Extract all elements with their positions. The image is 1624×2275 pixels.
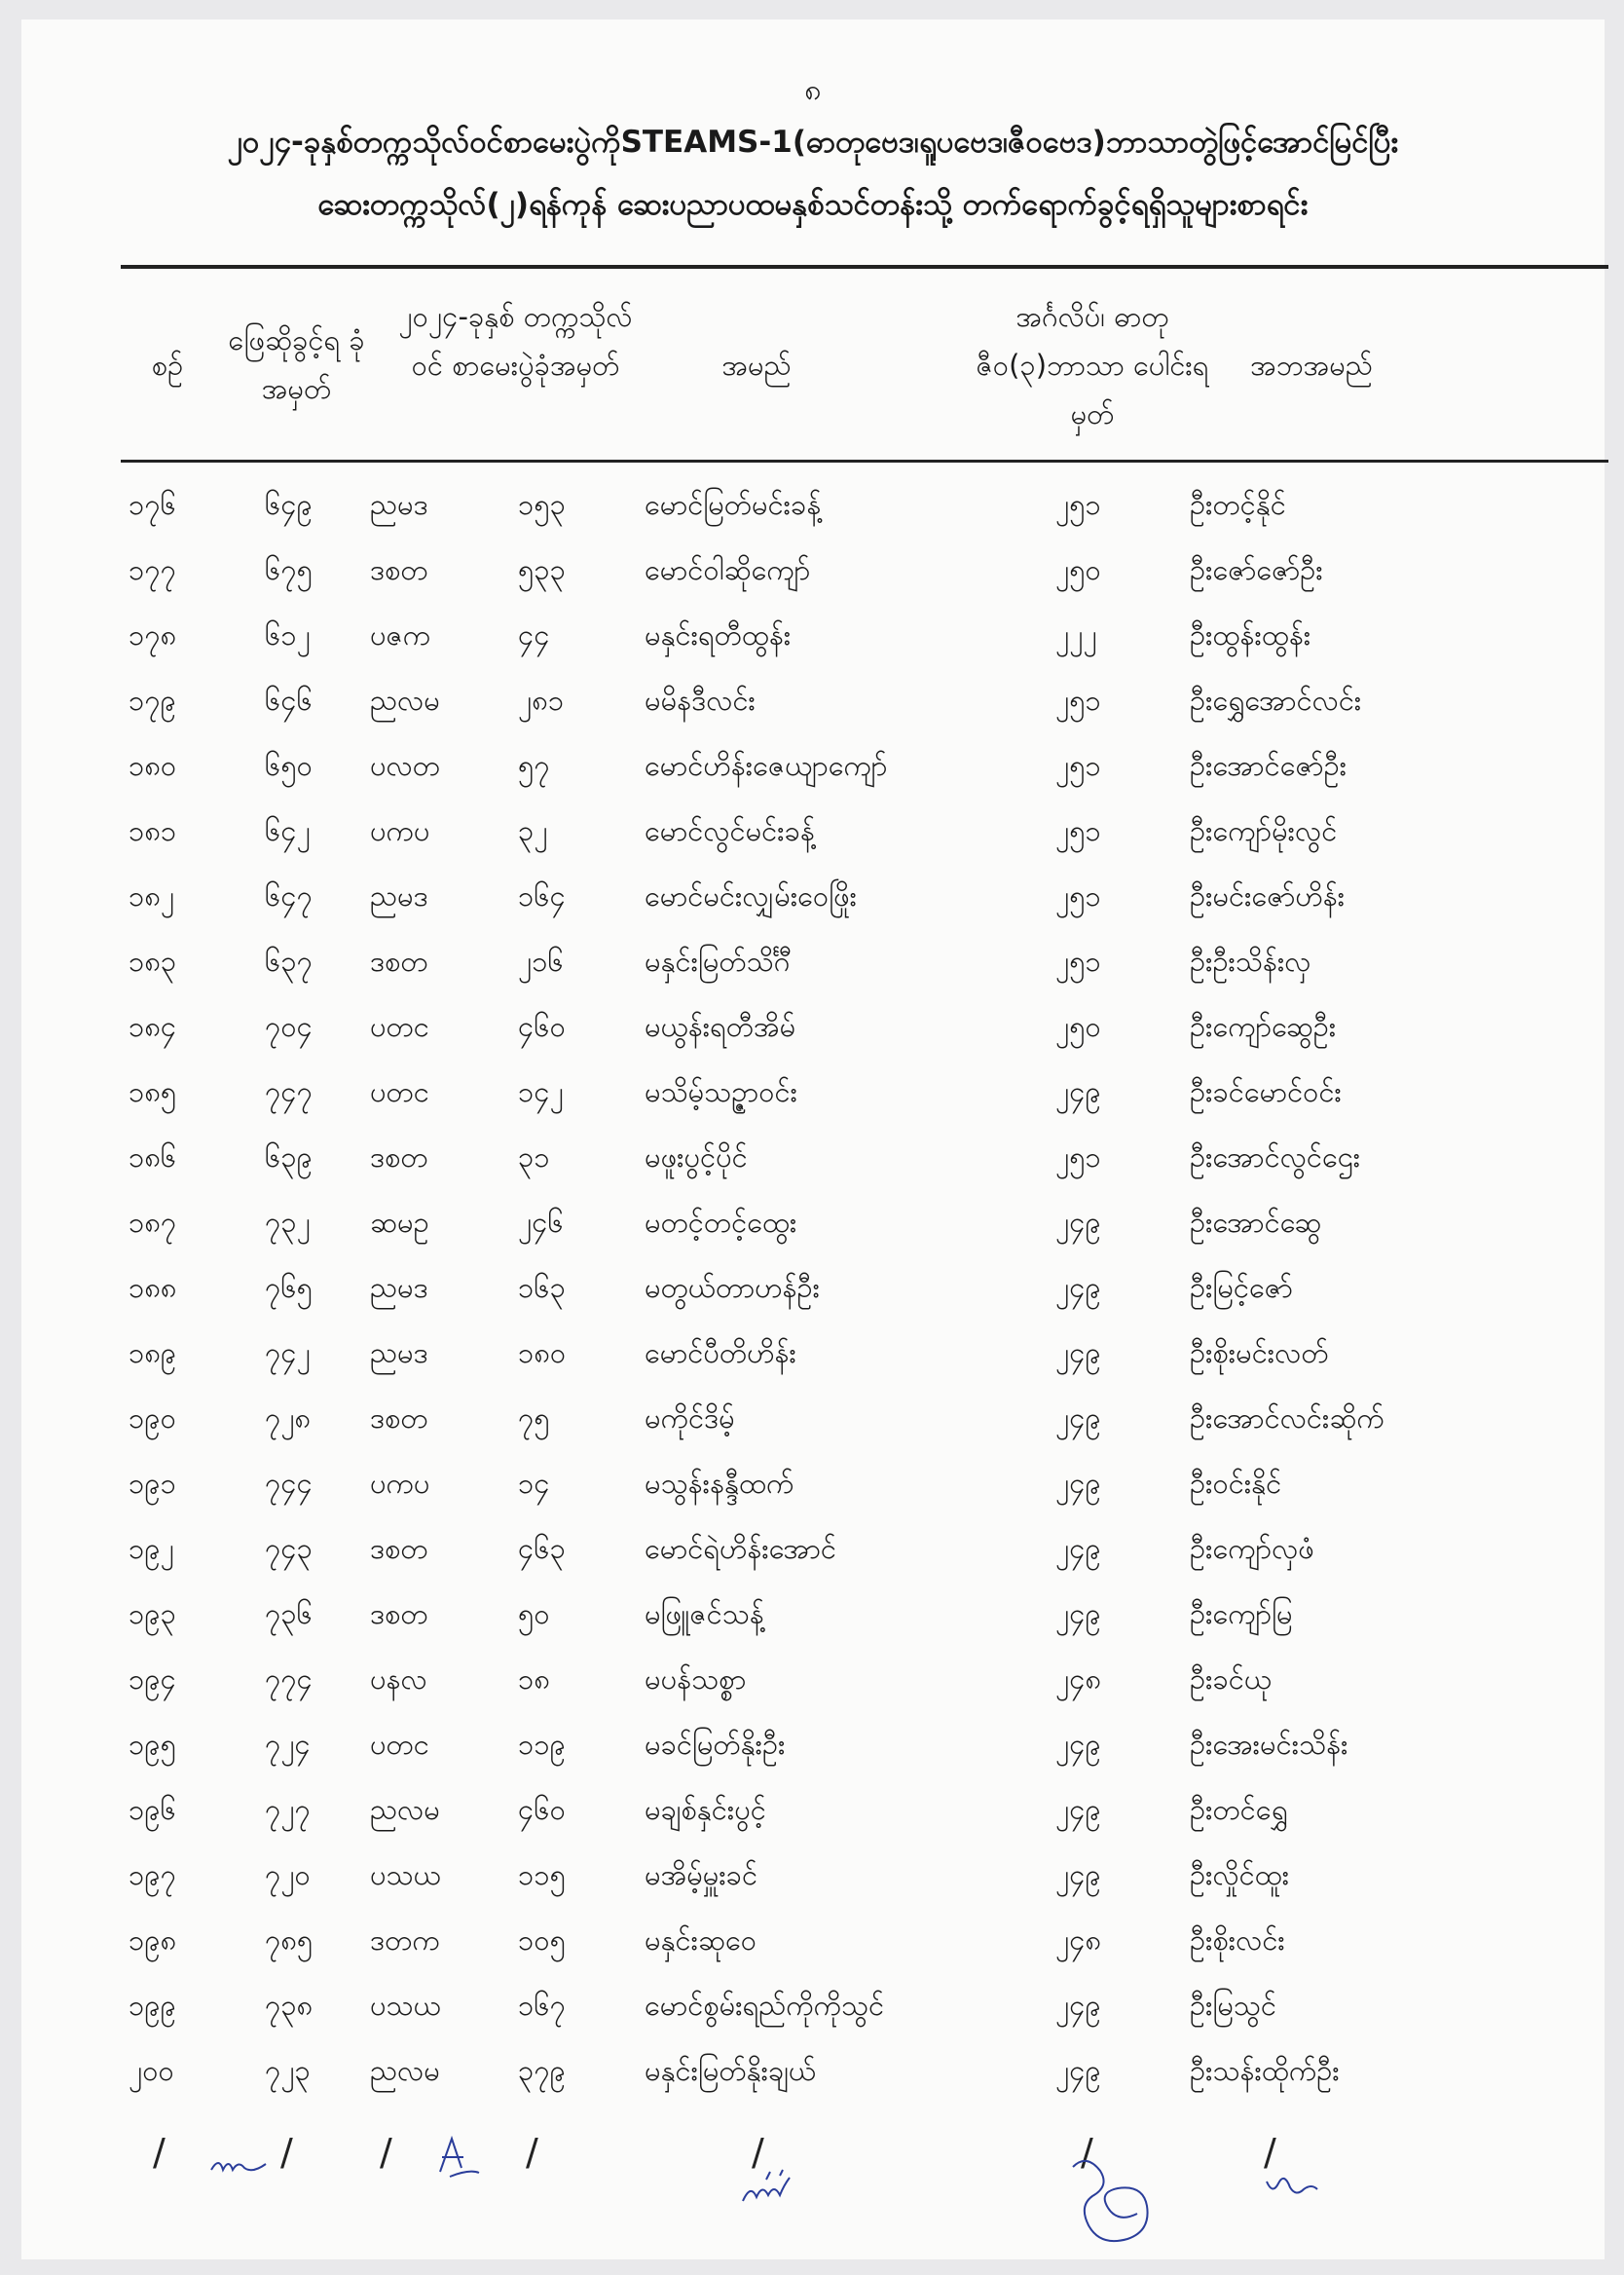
document-title-line-1: ၂၀၂၄-ခုနှစ်တက္ကသိုလ်ဝင်စာမေးပွဲကိုSTEAMS-1(ဓာတုဗေဒ၊ရူပဗေဒ၊ဇီဝဗေဒ)ဘာသာတွဲဖြင့်အောင်မြင်ပြီး [227,125,1399,160]
table-row [21,1389,1605,1454]
cell-total-marks: ၂၅၁ [1055,879,1101,913]
cell-matric-number: ၂၄၆ [518,1206,564,1239]
cell-father-name: ဦးအောင်လင်းဆိုက် [1190,1401,1384,1435]
cell-matric-number: ၁၄ [518,1467,550,1500]
cell-matric-number: ၂၁၆ [518,945,564,978]
cell-serial: ၁၈၂ [129,879,175,913]
cell-father-name: ဦးတင်ရွှေ [1190,1793,1288,1826]
cell-serial: ၁၉၄ [129,1662,176,1696]
cell-total-marks: ၂၄၈ [1055,1662,1102,1696]
cell-name: မတွယ်တာဟန်ဦး [645,1271,820,1304]
cell-exam-number: ၇၃၆ [265,1597,313,1630]
cell-matric-number: ၄၆၀ [518,1010,566,1043]
signature-mark [430,2128,489,2186]
cell-matric-number: ၃၁ [518,1140,550,1174]
table-row [21,736,1605,802]
cell-matric-number: ၃၂ [518,814,548,847]
cell-father-name: ဦးအောင်လွင်ဌေး [1190,1140,1361,1174]
cell-serial: ၁၇၉ [129,684,176,717]
cell-matric-number: ၃၇၉ [518,2054,566,2087]
cell-father-name: ဦးမြသွင် [1190,1989,1277,2022]
cell-exam-number: ၇၄၇ [265,1075,313,1108]
table-top-rule [121,265,1608,269]
cell-exam-number: ၇၄၃ [265,1532,313,1565]
cell-matric-number: ၄၄ [518,618,550,652]
cell-exam-number: ၇၃၈ [265,1989,314,2022]
table-row [21,1715,1605,1780]
table-row [21,932,1605,997]
footer-slash: / [153,2131,166,2174]
cell-matric-code: ပသယ [370,1858,441,1891]
cell-father-name: ဦးစိုးလင်း [1190,1923,1285,1957]
cell-matric-code: ဒစတ [370,945,428,978]
cell-father-name: ဦးဝင်းနိုင် [1190,1467,1282,1500]
cell-serial: ၁၉၁ [129,1467,176,1500]
table-row [21,1454,1605,1519]
table-row [21,1976,1605,2041]
table-row [21,475,1605,541]
cell-father-name: ဦးခင်ယု [1190,1662,1272,1696]
cell-exam-number: ၆၁၂ [265,618,311,652]
cell-exam-number: ၇၂၃ [265,2054,311,2087]
cell-matric-code: ပလတ [370,749,440,782]
table-row [21,1519,1605,1585]
table-row [21,606,1605,671]
cell-matric-code: ညမဒ [370,1336,428,1369]
header-matric-number: ၂၀၂၄-ခုနှစ် တက္ကသိုလ်ဝင် စာမေးပွဲခုံအမှတ် [398,300,633,382]
cell-total-marks: ၂၄၉ [1055,1989,1101,2022]
cell-matric-code: ပတင [370,1075,429,1108]
cell-serial: ၁၉၈ [129,1923,177,1957]
cell-father-name: ဦးသန်းထိုက်ဦး [1190,2054,1340,2087]
cell-name: မတင့်တင့်ထွေး [645,1206,797,1239]
footer-slash: / [280,2131,293,2174]
signature-mark [1063,2147,1180,2255]
cell-matric-number: ၅၃၃ [518,553,566,586]
cell-matric-code: ဒစတ [370,1140,428,1174]
cell-serial: ၁၈၅ [129,1075,177,1108]
cell-total-marks: ၂၄၉ [1055,1467,1101,1500]
footer-slash: / [526,2131,538,2174]
table-row [21,1258,1605,1324]
footer-slash: / [380,2131,392,2174]
cell-exam-number: ၇၀၄ [265,1010,313,1043]
cell-matric-number: ၁၁၅ [518,1858,566,1891]
cell-matric-code: ပတင [370,1728,429,1761]
cell-serial: ၁၉၉ [129,1989,176,2022]
cell-matric-number: ၁၈၀ [518,1336,567,1369]
table-row [21,1585,1605,1650]
cell-name: မယွန်းရတီအိမ် [645,1010,796,1043]
table-row [21,867,1605,932]
cell-serial: ၁၈၈ [129,1271,177,1304]
cell-total-marks: ၂၄၉ [1055,1401,1101,1435]
cell-name: မနှင်းရတီထွန်း [645,618,792,652]
cell-matric-code: ပဇက [370,618,431,652]
cell-serial: ၁၈၄ [129,1010,177,1043]
cell-father-name: ဦးကျော်မြ [1190,1597,1293,1630]
cell-total-marks: ၂၄၉ [1055,1206,1101,1239]
header-father-name: အဘအမည် [1250,349,1373,382]
signature-mark [737,2162,805,2220]
table-body [21,475,1605,2107]
cell-total-marks: ၂၅၀ [1055,553,1101,586]
cell-name: မောင်မင်းလျှမ်းဝေဖြိုး [645,879,858,913]
cell-matric-number: ၁၁၉ [518,1728,566,1761]
cell-name: မသိမ့်သဥ္ဇာဝင်း [645,1075,797,1108]
table-row [21,1128,1605,1193]
signature-mark [1263,2172,1321,2201]
cell-serial: ၁၈၉ [129,1336,177,1369]
cell-total-marks: ၂၄၉ [1055,1858,1101,1891]
cell-exam-number: ၆၄၉ [265,488,313,521]
header-name: အမည် [721,349,792,382]
cell-total-marks: ၂၄၉ [1055,1793,1101,1826]
cell-matric-code: ပတင [370,1010,429,1043]
header-serial: စဉ် [151,349,184,382]
cell-exam-number: ၇၂၀ [265,1858,311,1891]
cell-matric-code: ညမဒ [370,879,428,913]
cell-father-name: ဦးစိုးမင်းလတ် [1190,1336,1329,1369]
cell-total-marks: ၂၄၉ [1055,1597,1101,1630]
cell-serial: ၁၇၇ [129,553,176,586]
cell-name: မောင်စွမ်းရည်ကိုကိုသွင် [645,1989,885,2022]
cell-matric-code: ဒစတ [370,1532,428,1565]
cell-exam-number: ၆၃၇ [265,945,313,978]
table-row [21,1063,1605,1128]
cell-total-marks: ၂၂၂ [1055,618,1097,652]
table-row [21,1193,1605,1258]
cell-serial: ၁၇၈ [129,618,177,652]
cell-exam-number: ၇၂၇ [265,1793,311,1826]
cell-total-marks: ၂၅၁ [1055,814,1101,847]
table-row [21,1650,1605,1715]
cell-exam-number: ၆၄၇ [265,879,313,913]
cell-father-name: ဦးကျော်လှဖံ [1190,1532,1314,1565]
cell-name: မောင်ပီတိဟိန်း [645,1336,796,1369]
table-row [21,1780,1605,1846]
cell-father-name: ဦးအေးမင်းသိန်း [1190,1728,1348,1761]
cell-name: မောင်ရဲဟိန်းအောင် [645,1532,836,1565]
cell-name: မောင်မြတ်မင်းခန့် [645,488,822,521]
cell-father-name: ဦးဦးသိန်းလှ [1190,945,1311,978]
cell-matric-number: ၁၆၇ [518,1989,566,2022]
cell-matric-code: ညမဒ [370,488,428,521]
table-row [21,1911,1605,1976]
cell-father-name: ဦးဇော်ဇော်ဦး [1190,553,1323,586]
footer-slash: / [752,2131,764,2174]
cell-matric-code: ဒစတ [370,1401,428,1435]
cell-serial: ၁၉၅ [129,1728,176,1761]
cell-serial: ၂၀၀ [129,2054,174,2087]
table-row [21,541,1605,606]
cell-father-name: ဦးအောင်ဆွေ [1190,1206,1322,1239]
cell-name: မနှင်းမြတ်သိင်္ဂီ [645,945,792,978]
cell-matric-number: ၁၄၂ [518,1075,564,1108]
cell-serial: ၁၉၆ [129,1793,176,1826]
cell-exam-number: ၆၄၆ [265,684,313,717]
cell-serial: ၁၉၃ [129,1597,176,1630]
header-total-marks: အင်္ဂလိပ်၊ ဓာတု ဇီဝ(၃)ဘာသာ ပေါင်းရမှတ် [976,300,1209,430]
cell-name: မဖူးပွင့်ပိုင် [645,1140,748,1174]
cell-matric-number: ၁၀၅ [518,1923,566,1957]
cell-matric-number: ၁၆၄ [518,879,566,913]
cell-matric-code: ဆမဥ [370,1206,429,1239]
table-row [21,1324,1605,1389]
cell-matric-number: ၅၀ [518,1597,550,1630]
cell-father-name: ဦးကျော်ဆွေဦး [1190,1010,1337,1043]
cell-name: မအိမ့်မှူးခင် [645,1858,758,1891]
cell-total-marks: ၂၅၁ [1055,488,1101,521]
cell-name: မချစ်နှင်းပွင့် [645,1793,766,1826]
cell-matric-code: ဒစတ [370,1597,428,1630]
table-row [21,671,1605,736]
cell-matric-number: ၁၈ [518,1662,550,1696]
cell-exam-number: ၇၂၄ [265,1728,311,1761]
document-title-line-2: ဆေးတက္ကသိုလ်(၂)ရန်ကုန် ဆေးပညာပထမနှစ်သင်တန်းသို့ တက်ရောက်ခွင့်ရရှိသူများစာရင်း [317,187,1309,222]
cell-father-name: ဦးခင်မောင်ဝင်း [1190,1075,1342,1108]
cell-exam-number: ၇၄၂ [265,1336,311,1369]
cell-serial: ၁၈၀ [129,749,177,782]
cell-name: မနှင်းဆုဝေ [645,1923,757,1957]
cell-exam-number: ၆၇၅ [265,553,313,586]
cell-serial: ၁၈၇ [129,1206,177,1239]
table-row [21,1846,1605,1911]
cell-serial: ၁၈၃ [129,945,177,978]
page-number: ၈ [804,73,822,107]
cell-matric-code: ညလမ [370,2054,440,2087]
cell-exam-number: ၇၃၂ [265,1206,311,1239]
header-exam-number: ဖြေဆိုခွင့်ရ ခုံအမှတ် [228,323,365,405]
cell-total-marks: ၂၄၉ [1055,2054,1101,2087]
document-page [21,19,1605,2259]
cell-name: မမိနဒီလင်း [645,684,756,717]
cell-exam-number: ၆၄၂ [265,814,311,847]
cell-matric-code: ပကပ [370,1467,430,1500]
cell-matric-number: ၂၈၁ [518,684,565,717]
cell-matric-number: ၄၆၃ [518,1532,566,1565]
cell-total-marks: ၂၄၉ [1055,1336,1101,1369]
cell-total-marks: ၂၄၉ [1055,1532,1101,1565]
cell-name: မောင်လွင်မင်းခန့် [645,814,815,847]
cell-serial: ၁၇၆ [129,488,176,521]
table-row [21,997,1605,1063]
cell-name: မဖြူဇင်သန့် [645,1597,764,1630]
cell-matric-code: ပကပ [370,814,430,847]
cell-father-name: ဦးအောင်ဇော်ဦး [1190,749,1347,782]
cell-matric-number: ၁၅၃ [518,488,566,521]
cell-father-name: ဦးကျော်မိုးလွင် [1190,814,1338,847]
cell-matric-code: ဒစတ [370,553,428,586]
signature-mark [206,2143,275,2182]
cell-matric-code: ပနလ [370,1662,427,1696]
cell-exam-number: ၇၂၈ [265,1401,312,1435]
cell-serial: ၁၈၆ [129,1140,177,1174]
table-row [21,2041,1605,2107]
cell-name: မခင်မြတ်နိုးဦး [645,1728,786,1761]
cell-total-marks: ၂၄၉ [1055,1271,1101,1304]
cell-total-marks: ၂၅၁ [1055,749,1101,782]
cell-matric-number: ၁၆၃ [518,1271,566,1304]
cell-total-marks: ၂၄၉ [1055,1728,1101,1761]
cell-total-marks: ၂၅၁ [1055,945,1101,978]
cell-name: မောင်ဝါဆိုကျော် [645,553,811,586]
cell-father-name: ဦးမင်းဇော်ဟိန်း [1190,879,1346,913]
cell-father-name: ဦးထွန်းထွန်း [1190,618,1311,652]
cell-serial: ၁၈၁ [129,814,177,847]
cell-father-name: ဦးမြင့်ဇော် [1190,1271,1293,1304]
cell-matric-number: ၄၆၀ [518,1793,566,1826]
cell-serial: ၁၉၇ [129,1858,176,1891]
cell-serial: ၁၉၀ [129,1401,176,1435]
cell-matric-number: ၇၅ [518,1401,550,1435]
cell-serial: ၁၉၂ [129,1532,174,1565]
cell-total-marks: ၂၅၁ [1055,1140,1101,1174]
cell-matric-code: ညလမ [370,1793,440,1826]
cell-matric-number: ၅၇ [518,749,550,782]
cell-name: မသွန်းနန္ဒီထက် [645,1467,794,1500]
cell-name: မပန်သစ္စာ [645,1662,747,1696]
cell-exam-number: ၇၆၅ [265,1271,313,1304]
cell-father-name: ဦးတင့်နိုင် [1190,488,1286,521]
cell-matric-code: ညလမ [370,684,440,717]
cell-total-marks: ၂၄၈ [1055,1923,1102,1957]
cell-matric-code: ညမဒ [370,1271,428,1304]
cell-exam-number: ၇၇၄ [265,1662,313,1696]
cell-father-name: ဦးရွှေအောင်လင်း [1190,684,1362,717]
cell-name: မောင်ဟိန်းဇေယျာကျော် [645,749,888,782]
cell-name: မကိုင်ဒိမ့် [645,1401,735,1435]
cell-name: မနှင်းမြတ်နိုးချယ် [645,2054,817,2087]
cell-total-marks: ၂၄၉ [1055,1075,1101,1108]
cell-matric-code: ဒတက [370,1923,440,1957]
cell-exam-number: ၇၈၅ [265,1923,314,1957]
cell-exam-number: ၆၃၉ [265,1140,313,1174]
table-row [21,802,1605,867]
footer-slash: / [1081,2131,1093,2174]
cell-father-name: ဦးလှိုင်ထူး [1190,1858,1290,1891]
footer-slash: / [1264,2131,1276,2174]
cell-matric-code: ပသယ [370,1989,441,2022]
cell-exam-number: ၇၄၄ [265,1467,313,1500]
cell-total-marks: ၂၅၁ [1055,684,1101,717]
cell-exam-number: ၆၅၀ [265,749,313,782]
table-header-rule [121,460,1608,463]
cell-total-marks: ၂၅၀ [1055,1010,1101,1043]
